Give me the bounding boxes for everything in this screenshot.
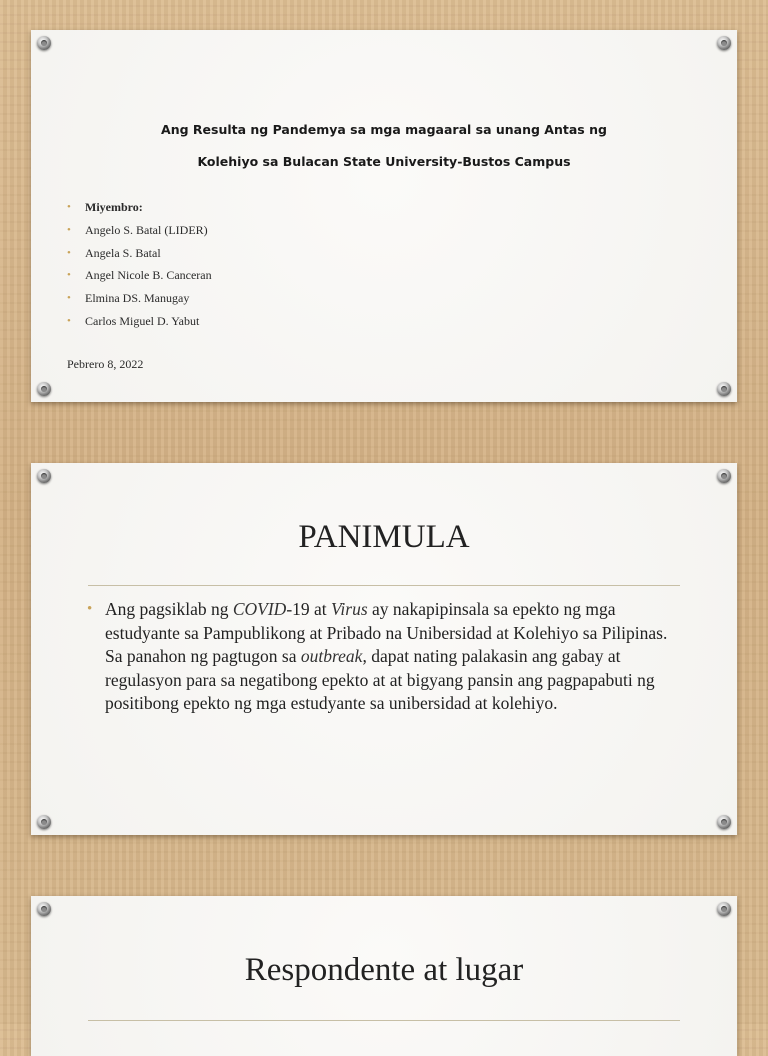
heading-divider xyxy=(88,585,680,586)
bullet-icon: • xyxy=(67,223,71,236)
slide-panimula xyxy=(31,463,737,835)
heading-divider xyxy=(88,1020,680,1021)
slide-respondente xyxy=(31,896,737,1056)
members-heading-item xyxy=(67,196,212,219)
pushpin-icon xyxy=(37,815,51,829)
member-item xyxy=(67,219,212,242)
member-item xyxy=(67,310,212,333)
pushpin-icon xyxy=(717,815,731,829)
pushpin-icon xyxy=(717,902,731,916)
slide-heading: PANIMULA xyxy=(298,519,470,555)
pushpin-icon xyxy=(37,382,51,396)
presentation-date: Pebrero 8, 2022 xyxy=(67,357,144,371)
member-name: Angela S. Batal xyxy=(85,245,161,260)
pushpin-icon xyxy=(37,902,51,916)
slide-title xyxy=(31,30,737,402)
bullet-icon: • xyxy=(67,269,71,282)
paragraph-text: , dapat nating palakasin ang gabay at regulasyon para sa negatibong epekto at at bigyang pansin ang pagpapabuti ng positibong epekto ng mga estudyante sa unibersidad at kolehiyo. xyxy=(105,646,655,713)
bullet-icon: • xyxy=(87,601,93,617)
pushpin-icon xyxy=(717,469,731,483)
member-item xyxy=(67,242,212,265)
members-list xyxy=(67,196,212,333)
pushpin-icon xyxy=(717,36,731,50)
pushpin-icon xyxy=(717,382,731,396)
presentation-title-line-1: Ang Resulta ng Pandemya sa mga magaaral sa unang Antas ng xyxy=(161,122,607,137)
paragraph-text: -19 at xyxy=(286,599,332,619)
paragraph-text: Ang pagsiklab ng xyxy=(105,599,233,619)
member-item xyxy=(67,287,212,310)
paragraph-text: ay nakapipinsala sa epekto ng mga estudyante sa Pampublikong at Pribado na Unibersidad at Kolehiyo sa Pilipinas. Sa panahon ng pagtugon sa xyxy=(105,599,668,666)
bullet-icon: • xyxy=(67,292,71,305)
slide-heading: Respondente at lugar xyxy=(244,952,524,988)
member-name: Elmina DS. Manugay xyxy=(85,291,190,306)
term-covid: COVID xyxy=(232,599,287,619)
bullet-icon: • xyxy=(67,246,71,259)
member-item xyxy=(67,264,212,287)
member-name: Angelo S. Batal (LIDER) xyxy=(85,222,208,237)
introduction-paragraph xyxy=(87,598,689,716)
member-name: Angel Nicole B. Canceran xyxy=(85,268,212,283)
pushpin-icon xyxy=(37,469,51,483)
bullet-icon: • xyxy=(67,201,71,213)
member-name: Carlos Miguel D. Yabut xyxy=(85,313,200,328)
term-virus: Virus xyxy=(331,599,368,619)
presentation-title-line-2: Kolehiyo sa Bulacan State University-Bustos Campus xyxy=(197,154,571,169)
term-outbreak: outbreak xyxy=(300,646,363,666)
bullet-icon: • xyxy=(67,314,71,327)
members-heading: Miyembro: xyxy=(85,200,143,214)
pushpin-icon xyxy=(37,36,51,50)
